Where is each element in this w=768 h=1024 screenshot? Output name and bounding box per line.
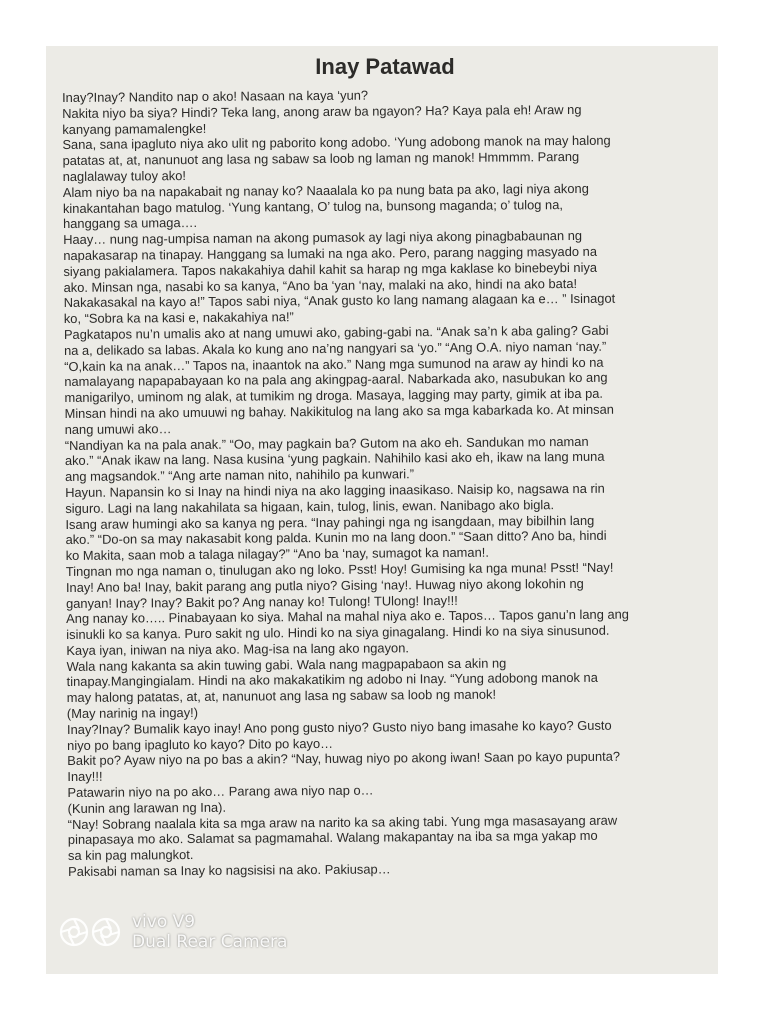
text-line: kanyang pamamalengke! xyxy=(62,120,207,137)
text-line: ako.” “Anak ikaw na lang. Nasa kusina ‘yung pagkain. Nahihilo kasi ako eh, ikaw na lang muna xyxy=(64,449,605,469)
text-line: isinukli ko sa kanya. Puro sakit ng ulo. Hindi ko na siya ginagalang. Hindi ko na siya sinusunod. xyxy=(66,622,610,643)
watermark-model: vivo V9 xyxy=(132,912,196,932)
text-line: ang magsandok.” “Ang arte naman nito, nahihilo pa kunwari.” xyxy=(64,466,415,485)
text-line: tinapay.Mangingialam. Hindi na ako makakatikim ng adobo ni Inay. “Yung adobong manok na xyxy=(66,670,598,690)
text-line: (May narinig na ingay!) xyxy=(66,705,199,722)
text-line: ko Makita, saan mob a talaga nilagay?” “Ano ba ‘nay, sumagot ka naman!. xyxy=(65,544,489,564)
document-body xyxy=(62,85,714,880)
document-title: Inay Patawad xyxy=(315,54,455,79)
text-line: Ang nanay ko….. Pinabayaan ko siya. Mahal na mahal niya ako e. Tapos… Tapos ganu’n lang ang xyxy=(66,606,629,627)
text-line: Bakit po? Ayaw niyo na po bas a akin? “Nay, huwag niyo po akong iwan! Saan po kayo pupunta? xyxy=(67,749,621,769)
text-line: ako. Minsan nga, nasabi ko sa kanya, “Ano ba ‘yan ‘nay, malaki na ako, hindi na ako bata! xyxy=(63,275,578,295)
text-line: ganyan! Inay? Inay? Bakit po? Ang nanay ko! Tulong! TUlong! Inay!!! xyxy=(65,592,458,611)
text-line: siyang pakialamera. Tapos nakakahiya dahil kahit sa harap ng mga kaklase ko binebeybi niya xyxy=(63,259,598,279)
text-line: Pagkatapos nu’n umalis ako at nang umuwi ako, gabing-gabi na. “Anak sa’n k aba galing? Gabi xyxy=(63,322,609,342)
text-line: ko, “Sobra ka na kasi e, nakakahiya na!” xyxy=(63,309,294,327)
text-line: naglalaway tuloy ako! xyxy=(62,168,186,184)
text-line: Inay!!! xyxy=(67,768,103,785)
text-line: Patawarin niyo na po ako… Parang awa niyo nap o… xyxy=(67,782,374,801)
text-line: Minsan hindi na ako umuuwi ng bahay. Nakikitulog na lang ako sa mga kabarkada ko. At minsan xyxy=(64,401,614,421)
text-line: niyo po bang ipagluto ko kayo? Dito po kayo… xyxy=(67,735,334,753)
text-line: nang umuwi ako… xyxy=(64,420,172,437)
text-line: Haay… nung nag-umpisa naman na akong pumasok ay lagi niya akong pinagbabaunan ng xyxy=(63,228,583,248)
text-line: Tingnan mo nga naman o, tinulugan ako ng loko. Psst! Hoy! Gumising ka nga muna! Psst! “Nay! xyxy=(65,559,614,579)
text-line: na a, delikado sa labas. Akala ko kung ano na’ng nangyari sa ‘yo.” “Ang O.A. niyo naman ‘nay.” xyxy=(63,338,607,358)
text-line: Inay?Inay? Nandito nap o ako! Nasaan na kaya ‘yun? xyxy=(62,87,369,105)
text-line: Inay?Inay? Bumalik kayo inay! Ano pong gusto niyo? Gusto niyo bang imasahe ko kayo? Gusto xyxy=(66,717,612,737)
text-line: Kaya iyan, iniwan na niya ako. Mag-isa na lang ako ngayon. xyxy=(66,640,409,658)
text-line: Nakakasakal na kayo a!” Tapos sabi niya, “Anak gusto ko lang namang alagaan ka e… ” Isinagot xyxy=(63,291,616,311)
text-line: napakasarap na tinapay. Hanggang sa lumaki na nga ako. Pero, parang nagging masyado na xyxy=(63,243,598,263)
text-line: (Kunin ang larawan ng Ina). xyxy=(67,799,227,816)
text-line: siguro. Lagi na lang nakahilata sa higaan, kain, tulog, linis, ewan. Nanibago ako bigla. xyxy=(65,496,555,516)
text-line: Isang araw humingi ako sa kanya ng pera. “Inay pahingi nga ng isangdaan, may bibilhin lang xyxy=(65,512,595,532)
text-line: Nakita niyo ba siya? Hindi? Teka lang, anong araw ba ngayon? Ha? Kaya pala eh! Araw ng xyxy=(62,101,582,121)
text-line: Hayun. Napansin ko si Inay na hindi niya na ako lagging inaasikaso. Naisip ko, nagsawa na rin xyxy=(65,480,605,500)
watermark-camera: Dual Rear Camera xyxy=(132,932,288,952)
document-page xyxy=(46,46,718,974)
text-line: “Nandiyan ka na pala anak.” “Oo, may pagkain ba? Gutom na ako eh. Sandukan mo naman xyxy=(64,433,589,453)
text-line: namalayang napapabayaan ko na pala ang akingpag-aaral. Nabarkada ako, nasubukan ko ang xyxy=(64,370,608,390)
text-line: Pakisabi naman sa Inay ko nagsisisi na ako. Pakiusap… xyxy=(68,861,391,880)
text-line: sa kin pag malungkot. xyxy=(67,847,194,864)
text-line: Wala nang kakanta sa akin tuwing gabi. Wala nang magpapabaon sa akin ng xyxy=(66,655,507,674)
text-line: Inay! Ano ba! Inay, bakit parang ang putla niyo? Gising ‘nay!. Huwag niyo akong lokohin ng xyxy=(65,575,584,595)
text-line: “Nay! Sobrang naalala kita sa mga araw na narito ka sa aking tabi. Yung mga masasayang araw xyxy=(67,812,618,832)
text-line: hanggang sa umaga…. xyxy=(62,215,198,232)
text-line: manigarilyo, uminom ng alak, at tumikim ng droga. Masaya, lagging may party, gimik at iba pa. xyxy=(64,385,604,406)
text-line: Alam niyo ba na napakabait ng nanay ko? Naaalala ko pa nung bata pa ako, lagi niya akong xyxy=(62,180,589,200)
text-line: Sana, sana ipagluto niya ako ulit ng paborito kong adobo. ‘Yung adobong manok na may halong xyxy=(62,133,611,153)
text-line: kinakantahan bago matulog. ‘Yung kantang, O’ tulog na, bunsong maganda; o’ tulog na, xyxy=(62,196,563,216)
text-line: “O,kain ka na anak…” Tapos na, inaantok na ako.” Nang mga sumunod na araw ay hindi ko na xyxy=(64,354,604,374)
text-line: pinapasaya mo ako. Salamat sa pagmamahal. Walang makapantay na iba sa mga yakap mo xyxy=(67,828,598,848)
text-line: ako.” “Do-on sa may nakasabit kong palda. Kunin mo na lang doon.” “Saan ditto? Ano ba, hindi xyxy=(65,528,607,548)
text-line: may halong patatas, at, at, nanunuot ang lasa ng sabaw sa loob ng manok! xyxy=(66,686,497,706)
text-line: patatas at, at, nanunuot ang lasa ng sabaw sa loob ng laman ng manok! Hmmmm. Parang xyxy=(62,149,580,169)
